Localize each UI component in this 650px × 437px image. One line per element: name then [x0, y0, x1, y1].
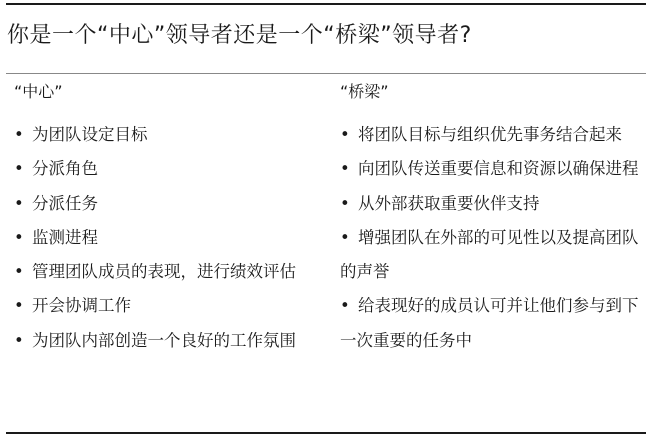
- list-item-text: 监测进程: [32, 227, 98, 247]
- column-header-bridge: “桥梁”: [340, 82, 389, 101]
- list-item-text: 向团队传送重要信息和资源以确保进程: [358, 159, 639, 179]
- list-item-text: 开会协调工作: [32, 296, 131, 316]
- list-item-text: 增强团队在外部的可见性以及提高团队的声誉: [340, 227, 639, 282]
- center-column-list: [14, 118, 319, 358]
- bullet-icon: •: [14, 262, 24, 282]
- list-item: [14, 221, 319, 255]
- bullet-icon: •: [14, 193, 24, 213]
- bridge-column-list: [340, 118, 645, 358]
- list-item: [340, 118, 645, 152]
- list-item-text: 分派任务: [32, 193, 98, 213]
- list-item: [340, 152, 645, 186]
- bullet-icon: •: [340, 159, 350, 179]
- list-item: [14, 187, 319, 221]
- list-item: [340, 187, 645, 221]
- list-item: [14, 152, 319, 186]
- header-divider: [6, 73, 646, 74]
- list-item: [14, 255, 319, 289]
- list-item-text: 为团队内部创造一个良好的工作氛围: [32, 330, 296, 350]
- list-item: [14, 118, 319, 152]
- bullet-icon: •: [14, 296, 24, 316]
- list-item: [14, 289, 319, 323]
- bullet-icon: •: [340, 193, 350, 213]
- column-header-center: “中心”: [14, 82, 63, 101]
- bullet-icon: •: [14, 159, 24, 179]
- list-item-text: 为团队设定目标: [32, 125, 148, 144]
- list-item-text: 管理团队成员的表现，进行绩效评估: [32, 262, 296, 282]
- bullet-icon: •: [14, 330, 24, 350]
- list-item-text: 给表现好的成员认可并让他们参与到下一次重要的任务中: [340, 296, 639, 350]
- list-item: [14, 324, 319, 358]
- bullet-icon: •: [340, 227, 350, 247]
- list-item: [340, 221, 645, 290]
- bullet-icon: •: [340, 125, 350, 144]
- bullet-icon: •: [14, 227, 24, 247]
- list-item-text: 分派角色: [32, 159, 98, 179]
- top-rule: [6, 3, 646, 5]
- bullet-icon: •: [340, 296, 350, 316]
- list-item-text: 将团队目标与组织优先事务结合起来: [358, 125, 622, 144]
- bottom-rule: [6, 432, 646, 434]
- list-item: [340, 289, 645, 358]
- list-item-text: 从外部获取重要伙伴支持: [358, 193, 540, 213]
- page-title: 你是一个“中心”领导者还是一个“桥梁”领导者?: [7, 23, 472, 48]
- bullet-icon: •: [14, 125, 24, 144]
